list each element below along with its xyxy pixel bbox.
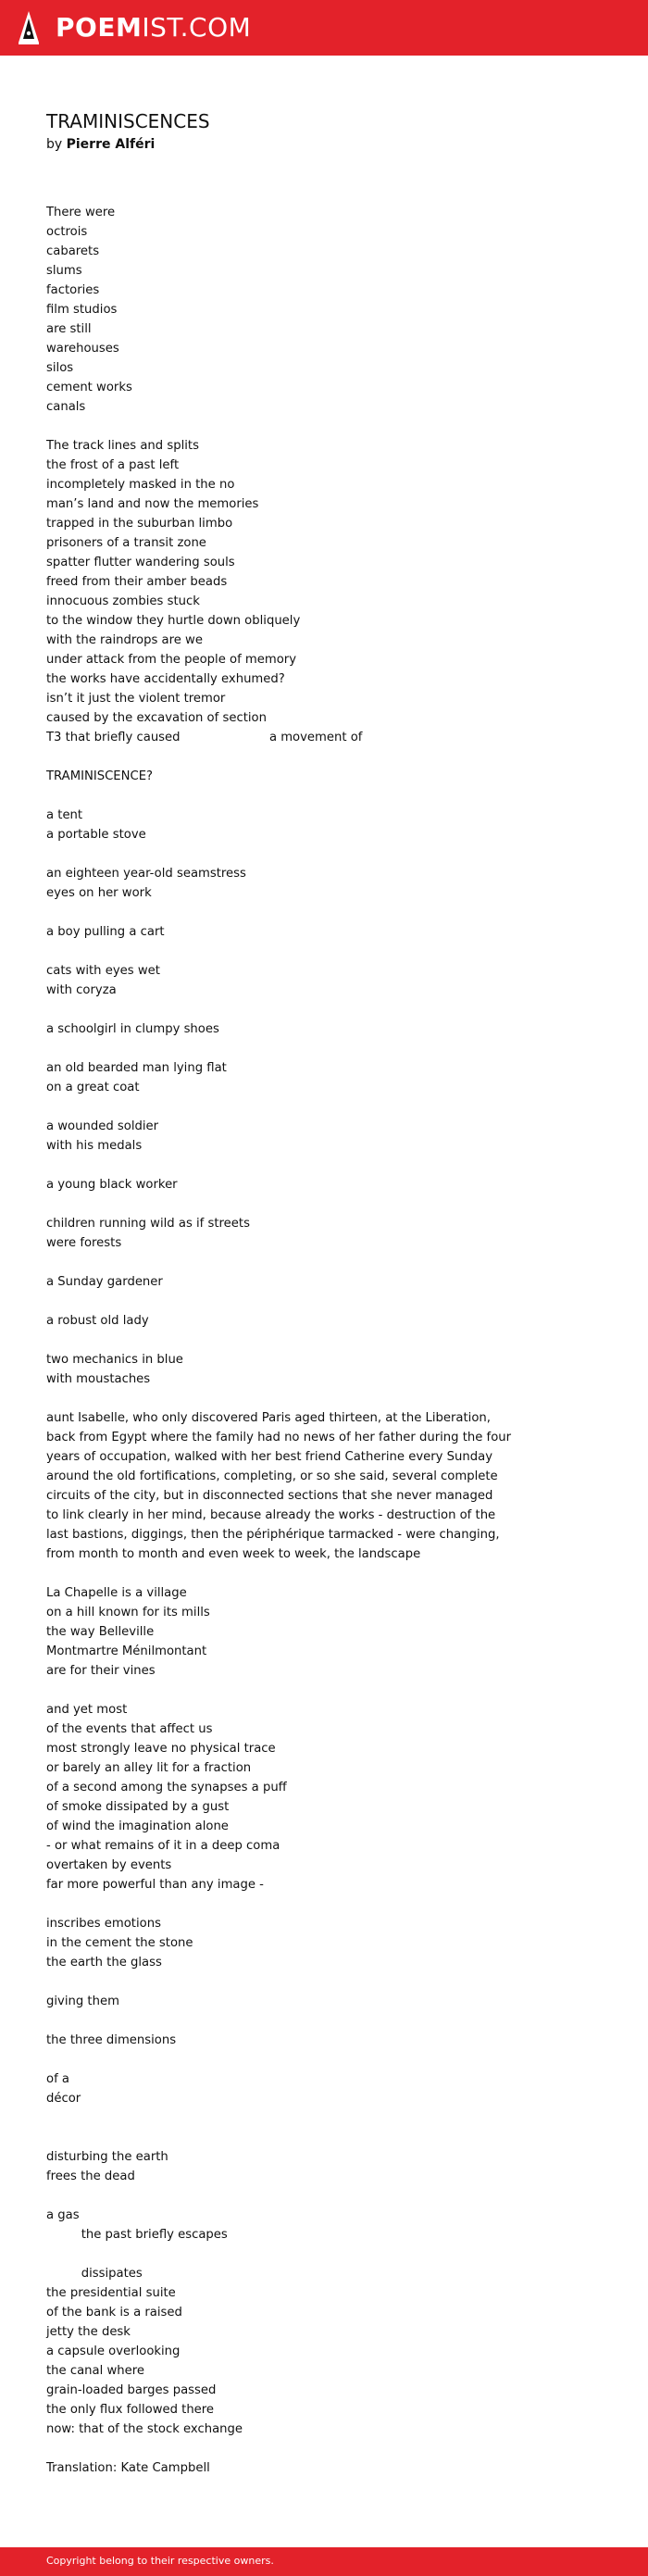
poem-line	[46, 1253, 602, 1272]
brand-bold-text: POEM	[56, 12, 143, 43]
poem-line	[46, 942, 602, 961]
poem-line	[46, 1039, 602, 1058]
poem-line: cats with eyes wet	[46, 964, 160, 978]
poem-line	[46, 1389, 602, 1408]
poem-line: of a second among the synapses a puff	[46, 1781, 287, 1794]
copyright-text: Copyright belong to their respective owners.	[46, 2555, 274, 2567]
poem-line: octrois	[46, 225, 88, 239]
poem-line	[46, 1972, 602, 1992]
poem-line: inscribes emotions	[46, 1917, 161, 1931]
poem-line: a tent	[46, 808, 83, 822]
poem-line: jetty the desk	[46, 2325, 131, 2339]
poem-line: innocuous zombies stuck	[46, 594, 200, 608]
poem-line	[46, 1156, 602, 1175]
poem-line: The track lines and splits	[46, 439, 199, 453]
poem-line: were forests	[46, 1236, 122, 1250]
poem-line: back from Egypt where the family had no news of her father during the four	[46, 1431, 512, 1444]
poem-line: a boy pulling a cart	[46, 925, 165, 939]
poem-line	[46, 1292, 602, 1311]
poem-line: with his medals	[46, 1139, 143, 1153]
poem-line: grain-loaded barges passed	[46, 2383, 217, 2397]
poem-line	[46, 1681, 602, 1700]
poem-line: the way Belleville	[46, 1625, 155, 1639]
poem-line: frees the dead	[46, 2170, 135, 2183]
poem-line: TRAMINISCENCE?	[46, 769, 154, 783]
site-logo-link[interactable]	[56, 13, 251, 43]
poem-line: or barely an alley lit for a fraction	[46, 1761, 252, 1775]
poem-line: around the old fortifications, completing, or so she said, several complete	[46, 1469, 498, 1483]
poem-line	[46, 2245, 602, 2264]
poem-line: a Sunday gardener	[46, 1275, 163, 1289]
poem-line: spatter flutter wandering souls	[46, 556, 235, 569]
byline	[46, 135, 602, 154]
poem-line: décor	[46, 2092, 81, 2106]
site-footer	[0, 2547, 648, 2576]
poem-line: far more powerful than any image -	[46, 1878, 264, 1892]
poem-line: and yet most	[46, 1703, 128, 1717]
poem-line: a young black worker	[46, 1178, 178, 1192]
poem-line: most strongly leave no physical trace	[46, 1742, 276, 1756]
poem-line	[46, 417, 602, 436]
poem-line: of the events that affect us	[46, 1722, 213, 1736]
poem-line: incompletely masked in the no	[46, 478, 235, 492]
pen-nib-logo-icon[interactable]	[17, 9, 41, 46]
poem-line	[46, 1564, 602, 1583]
poem-line: the works have accidentally exhumed?	[46, 672, 285, 686]
poem-title: TRAMINISCENCES	[46, 110, 210, 132]
poem-line	[46, 1097, 602, 1117]
site-header	[0, 0, 648, 56]
poem-line: of a	[46, 2072, 69, 2086]
poem-line: under attack from the people of memory	[46, 653, 297, 667]
poem-line	[46, 2011, 602, 2031]
poem-line: silos	[46, 361, 74, 375]
poem-line: a wounded soldier	[46, 1119, 159, 1133]
poem-line	[46, 2128, 602, 2147]
poem-line	[46, 2186, 602, 2206]
poem-line	[46, 844, 602, 864]
poem-line: of smoke dissipated by a gust	[46, 1800, 230, 1814]
poem-line: isn’t it just the violent tremor	[46, 692, 226, 706]
poem-line: cement works	[46, 381, 132, 394]
poem-line: the earth the glass	[46, 1956, 162, 1970]
poem-line: a schoolgirl in clumpy shoes	[46, 1022, 219, 1036]
poem-line: last bastions, diggings, then the périphérique tarmacked - were changing,	[46, 1528, 500, 1542]
poem-line: children running wild as if streets	[46, 1217, 250, 1231]
poem-line: on a hill known for its mills	[46, 1606, 210, 1619]
poem-line: the canal where	[46, 2364, 144, 2378]
poem-line: an eighteen year-old seamstress	[46, 867, 246, 881]
poem-line	[46, 786, 602, 806]
poem-line: prisoners of a transit zone	[46, 536, 206, 550]
poem-line: the three dimensions	[46, 2033, 177, 2047]
poem-line: factories	[46, 283, 100, 297]
poem-line	[46, 1194, 602, 1214]
poem-line: with the raindrops are we	[46, 633, 203, 647]
poem-line: overtaken by events	[46, 1858, 172, 1872]
poem-line	[46, 2050, 602, 2070]
poem-line: cabarets	[46, 244, 100, 258]
poem-line: with moustaches	[46, 1372, 151, 1386]
poem-line: man’s land and now the memories	[46, 497, 259, 511]
poem-line: aunt Isabelle, who only discovered Paris aged thirteen, at the Liberation,	[46, 1411, 491, 1425]
poem-line: of wind the imagination alone	[46, 1819, 229, 1833]
poem-line	[46, 2439, 602, 2458]
poem-line: Translation: Kate Campbell	[46, 2461, 210, 2475]
poem-line: on a great coat	[46, 1081, 140, 1094]
poem-line: a capsule overlooking	[46, 2345, 181, 2358]
poem-line: an old bearded man lying flat	[46, 1061, 227, 1075]
poem-line	[46, 2108, 602, 2128]
byline-prefix: by	[46, 137, 67, 152]
poem-line: the past briefly escapes	[46, 2228, 228, 2242]
poem-body	[46, 203, 602, 2478]
poem-line: trapped in the suburban limbo	[46, 517, 233, 531]
author-name: Pierre Alféri	[66, 137, 156, 152]
poem-line: to link clearly in her mind, because already the works - destruction of the	[46, 1508, 496, 1522]
poem-line: the presidential suite	[46, 2286, 176, 2300]
poem-line: the frost of a past left	[46, 458, 180, 472]
poem-line	[46, 903, 602, 922]
poem-line: to the window they hurtle down obliquely	[46, 614, 301, 628]
poem-line: now: that of the stock exchange	[46, 2422, 243, 2436]
poem-line	[46, 747, 602, 767]
poem-line: La Chapelle is a village	[46, 1586, 187, 1600]
poem-line: disturbing the earth	[46, 2150, 168, 2164]
poem-line	[46, 1000, 602, 1019]
poem-line: two mechanics in blue	[46, 1353, 183, 1367]
poem-line: with coryza	[46, 983, 117, 997]
poem-line: canals	[46, 400, 86, 414]
poem-line: freed from their amber beads	[46, 575, 228, 589]
poem-line: caused by the excavation of section	[46, 711, 267, 725]
poem-line: warehouses	[46, 342, 119, 356]
poem-line: a gas	[46, 2208, 80, 2222]
poem-line: giving them	[46, 1995, 119, 2008]
poem-line	[46, 1894, 602, 1914]
poem-line: a robust old lady	[46, 1314, 149, 1328]
poem-line: of the bank is a raised	[46, 2306, 182, 2320]
poem-line: years of occupation, walked with her best friend Catherine every Sunday	[46, 1450, 492, 1464]
poem-line: There were	[46, 206, 116, 219]
poem-line: are still	[46, 322, 92, 336]
poem-line: film studios	[46, 303, 118, 317]
poem-line: the only flux followed there	[46, 2403, 215, 2417]
poem-line: are for their vines	[46, 1664, 156, 1678]
poem-line: circuits of the city, but in disconnected sections that she never managed	[46, 1489, 493, 1503]
poem-line: a portable stove	[46, 828, 146, 842]
poem-line: eyes on her work	[46, 886, 152, 900]
poem-line: - or what remains of it in a deep coma	[46, 1839, 280, 1853]
poem-line: Montmartre Ménilmontant	[46, 1644, 207, 1658]
brand-light-text: IST.COM	[142, 12, 252, 43]
poem-line: in the cement the stone	[46, 1936, 193, 1950]
poem-line: dissipates	[46, 2267, 143, 2281]
poem-line	[46, 1331, 602, 1350]
poem-header	[46, 109, 602, 154]
poem-line: from month to month and even week to week, the landscape	[46, 1547, 421, 1561]
poem-line: T3 that briefly caused a movement of	[46, 731, 363, 744]
poem-line: slums	[46, 264, 82, 278]
